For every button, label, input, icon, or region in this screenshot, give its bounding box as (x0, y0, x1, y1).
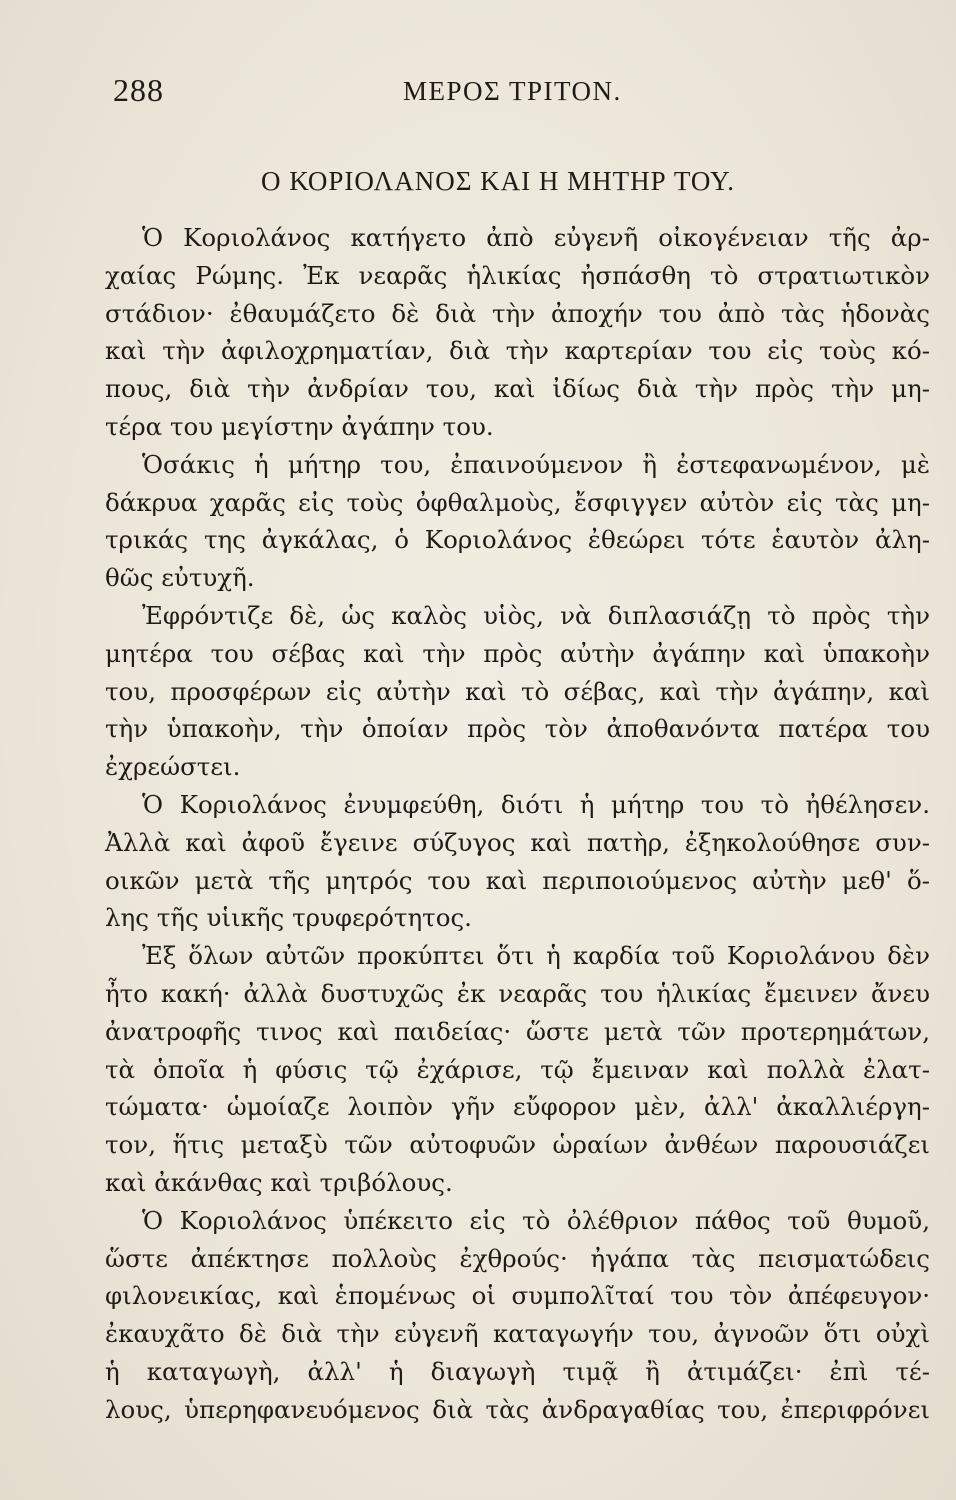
text-line: λης τῆς υἱικῆς τρυφερότητος. (105, 903, 472, 933)
text-line: Ὁ Κοριολάνος κατήγετο ἀπὸ εὐγενῆ οἰκογένειαν τῆς ἀρ- (142, 223, 930, 252)
text-line: τὴν ὑπακοὴν, τὴν ὁποίαν πρὸς τὸν ἀποθανόντα πατέρα του (105, 714, 930, 744)
chapter-title: Ο ΚΟΡΙΟΛΑΝΟΣ ΚΑΙ Η ΜΗΤΗΡ ΤΟΥ. (261, 166, 735, 196)
text-line: οικῶν μετὰ τῆς μητρός του καὶ περιποιούμενος αὐτὴν μεθ' ὅ- (105, 865, 930, 895)
text-line: καὶ τὴν ἀφιλοχρηματίαν, διὰ τὴν καρτερίαν του εἰς τοὺς κό- (105, 336, 930, 366)
text-line: Ὁ Κοριολάνος ἐνυμφεύθη, διότι ἡ μήτηρ του τὸ ἠθέλησεν. (142, 789, 930, 819)
text-line: Ἀλλὰ καὶ ἀφοῦ ἔγεινε σύζυγος καὶ πατὴρ, ἐξηκολούθησε συν- (105, 827, 930, 857)
text-line: ἐκαυχᾶτο δὲ διὰ τὴν εὐγενῆ καταγωγήν του, ἀγνοῶν ὅτι οὐχὶ (105, 1319, 930, 1349)
text-line: ἀνατροφῆς τινος καὶ παιδείας· ὥστε μετὰ τῶν προτερημάτων, (105, 1016, 930, 1046)
text-line: τρικάς της ἀγκάλας, ὁ Κοριολάνος ἐθεώρει τότε ἑαυτὸν ἀλη- (105, 525, 930, 555)
text-line: χαίας Ρώμης. Ἐκ νεαρᾶς ἡλικίας ἠσπάσθη τὸ στρατιωτικὸν (105, 260, 930, 290)
running-head: ΜΕΡΟΣ ΤΡΙΤΟΝ. (403, 76, 622, 106)
text-line: ἐχρεώστει. (105, 752, 241, 782)
text-line: πους, διὰ τὴν ἀνδρίαν του, καὶ ἰδίως διὰ τὴν πρὸς τὴν μη- (105, 374, 930, 404)
text-line: τὰ ὁποῖα ἡ φύσις τῷ ἐχάρισε, τῷ ἔμειναν καὶ πολλὰ ἐλατ- (105, 1054, 930, 1084)
text-line: μητέρα του σέβας καὶ τὴν πρὸς αὐτὴν ἀγάπην καὶ ὑπακοὴν (105, 638, 930, 668)
text-line: Ἐξ ὅλων αὐτῶν προκύπτει ὅτι ἡ καρδία τοῦ Κοριολάνου δὲν (142, 941, 930, 971)
text-line: στάδιον· ἐθαυμάζετο δὲ διὰ τὴν ἀποχήν του ἀπὸ τὰς ἡδονὰς (105, 298, 930, 328)
text-line: ἡ καταγωγὴ, ἀλλ' ἡ διαγωγὴ τιμᾷ ἢ ἀτιμάζει· ἐπὶ τέ- (105, 1356, 930, 1386)
page-number: 288 (113, 72, 164, 108)
text-line: θῶς εὐτυχῆ. (105, 563, 255, 593)
body-text (105, 219, 930, 1429)
text-line: ἦτο κακή· ἀλλὰ δυστυχῶς ἐκ νεαρᾶς του ἡλικίας ἔμεινεν ἄνευ (105, 978, 930, 1008)
text-line: δάκρυα χαρᾶς εἰς τοὺς ὀφθαλμοὺς, ἔσφιγγεν αὐτὸν εἰς τὰς μη- (105, 487, 930, 517)
text-line: τώματα· ὡμοίαζε λοιπὸν γῆν εὔφορον μὲν, ἀλλ' ἀκαλλιέργη- (105, 1092, 930, 1122)
text-line: Ὁσάκις ἡ μήτηρ του, ἐπαινούμενον ἢ ἐστεφανωμένον, μὲ (142, 449, 930, 479)
text-line: καὶ ἀκάνθας καὶ τριβόλους. (105, 1167, 453, 1197)
text-line: Ἐφρόντιζε δὲ, ὡς καλὸς υἱὸς, νὰ διπλασιάζῃ τὸ πρὸς τὴν (142, 600, 930, 630)
text-line: φιλονεικίας, καὶ ἑπομένως οἱ συμπολῖταί του τὸν ἀπέφευγον· (105, 1281, 930, 1311)
text-line: τον, ἥτις μεταξὺ τῶν αὐτοφυῶν ὡραίων ἀνθέων παρουσιάζει (105, 1130, 930, 1160)
page-header (113, 72, 813, 112)
text-line: ὥστε ἀπέκτησε πολλοὺς ἐχθρούς· ἠγάπα τὰς πεισματώδεις (105, 1243, 930, 1273)
text-line: του, προσφέρων εἰς αὐτὴν καὶ τὸ σέβας, καὶ τὴν ἀγάπην, καὶ (105, 676, 930, 706)
text-line: τέρα του μεγίστην ἀγάπην του. (105, 411, 494, 441)
text-line: λους, ὑπερηφανευόμενος διὰ τὰς ἀνδραγαθίας του, ἐπεριφρόνει (105, 1394, 930, 1424)
text-line: Ὁ Κοριολάνος ὑπέκειτο εἰς τὸ ὀλέθριον πάθος τοῦ θυμοῦ, (142, 1205, 930, 1235)
